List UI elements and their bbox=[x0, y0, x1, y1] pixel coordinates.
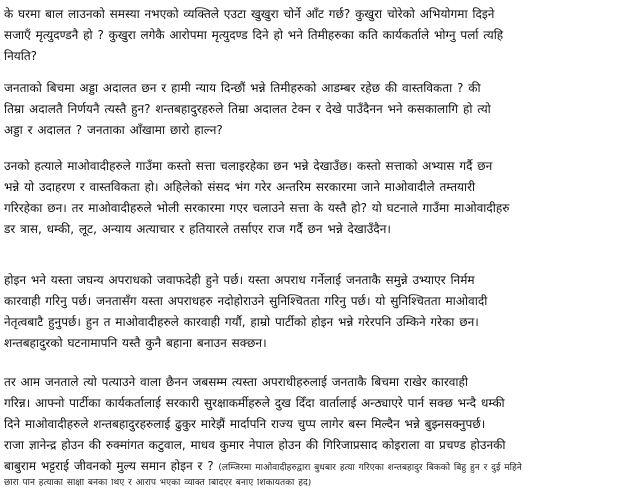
text-line: गरिरहेका छन। तर माओवादीहरुले भोली सरकारमा गएर चलाउने सत्ता के यस्तै हो? यो घटनाले गाउँमा माओवादीहरु bbox=[4, 201, 510, 215]
text-line: तिम्रा अदालतै निर्णयनै त्यस्तै हुन? शन्तबहादुरहरुले तिम्रा अदालत टेक्न र देखे पाउँदैनन भने कसकालागि हो त्यो bbox=[4, 102, 491, 116]
cut-off-line: छोरी पनि हत्याको साक्षी बनेका थिए र आरोप भएको व्यक्ति बिदिएर बनाए शिकायतको हेर्दै) bbox=[4, 479, 312, 487]
text-line: के घरमा बाल लाउनको समस्या नभएको व्यक्तिले एउटा खुखुरा चोर्ने आँट गर्छ? कुखुरा चोरेको अभियोगमा दिइने bbox=[4, 7, 495, 21]
text-line: जनताको बिचमा अड्डा अदालत छन र हामी न्याय दिन्छौं भन्ने तिमीहरुको आडम्बर रहेछ की वास्तविकता ? की bbox=[4, 81, 481, 95]
text-line: कारवाही गरिनु पर्छ। जनतासँग यस्ता अपराधहरु नदोहोराउने सुनिश्चितता गरिनु पर्छ। यो सुनिश्चितता माओवादी bbox=[4, 294, 488, 308]
paragraph-2 bbox=[4, 78, 623, 141]
paragraph-5 bbox=[4, 372, 623, 487]
bracket-note: (लम्जिरमा माओवादीहरुद्वारा बुधबार हत्या गरिएका शन्तबहादुर बिकको बिहु हुन र दुई महिने bbox=[218, 463, 522, 473]
text-line: बाबुराम भट्टराई जीवनको मुल्य समान होइन र ? bbox=[4, 459, 214, 473]
paragraph-3 bbox=[4, 156, 623, 240]
text-line: दिने माओवादीहरुले शन्तबहादुरहरुलाई ढुकुर मारेझैं मार्दापनि राज्य चुप्प लागेर बस्न मिल्दैन भन्ने बुझ्नसक्नुपर्छ। bbox=[4, 417, 486, 431]
text-line: उनको हत्याले माओवादीहरुले गाउँमा कस्तो सत्ता चलाइरहेका छन भन्ने देखाउँछ। कस्तो सत्ताको अभ्यास गर्दै छन bbox=[4, 159, 493, 173]
text-line: गरिन्न। आफ्नो पार्टीका कार्यकर्तालाई सरकारी सुरक्षाकर्मीहरुले दुख दिँदा वार्तालाई अन्ठ्याएरे पार्न सक्छ भन्दै धम्की bbox=[4, 396, 505, 410]
text-line: अड्डा र अदालत ? जनताका आँखामा छारो हाल्न? bbox=[4, 123, 223, 137]
text-line: तर आम जनताले त्यो पत्याउने वाला छैनन जबसम्म त्यस्ता अपराधीहरुलाई जनताकै बिचमा राखेर कारवाही bbox=[4, 375, 469, 389]
text-line: शन्तबहादुरको घटनामापनि यस्तै कुनै बहाना बनाउन सक्छन। bbox=[4, 336, 267, 350]
paragraph-1 bbox=[4, 4, 623, 67]
text-line-with-note bbox=[4, 456, 623, 479]
text-line: होइन भने यस्ता जघन्य अपराधको जवाफदेही हुने पर्छ। यस्ता अपराध गर्नेलाई जनताकै समुन्ने उभ्याएर निर्मम bbox=[4, 273, 475, 287]
text-line: सजाएँ मृत्युदण्डनै हो ? कुखुरा लगेकै आरोपमा मृत्युदण्ड दिने हो भने तिमीहरुका कति कार्यकर्ताले भोग्नु पर्ला त्यहि bbox=[4, 28, 504, 42]
text-line: नियति? bbox=[4, 49, 38, 63]
text-line: भन्ने यो उदाहरण र वास्तविकता हो। अहिलेको संसद भंग गरेर अन्तरिम सरकारमा जाने माओवादीले तम्तयारी bbox=[4, 180, 476, 194]
text-line: राजा ज्ञानेन्द्र होउन की रुक्मांगत कटुवाल, माधव कुमार नेपाल होउन की गिरिजाप्रसाद कोइराला वा प्रचण्ड होउनकी bbox=[4, 438, 506, 452]
paragraph-4 bbox=[4, 270, 623, 354]
text-line: नेतृत्वबाटै हुनुपर्छ। हुन त माओवादीहरुले कारवाही गर्यौ, हाम्रो पार्टीको होइन भन्ने गरेरपनि उम्किने गरेका छन। bbox=[4, 315, 479, 329]
text-line: डर त्रास, धम्की, लूट, अन्याय अत्याचार र हतियारले तर्साएर राज गर्दै छन भन्ने देखाउँदैन। bbox=[4, 222, 391, 236]
